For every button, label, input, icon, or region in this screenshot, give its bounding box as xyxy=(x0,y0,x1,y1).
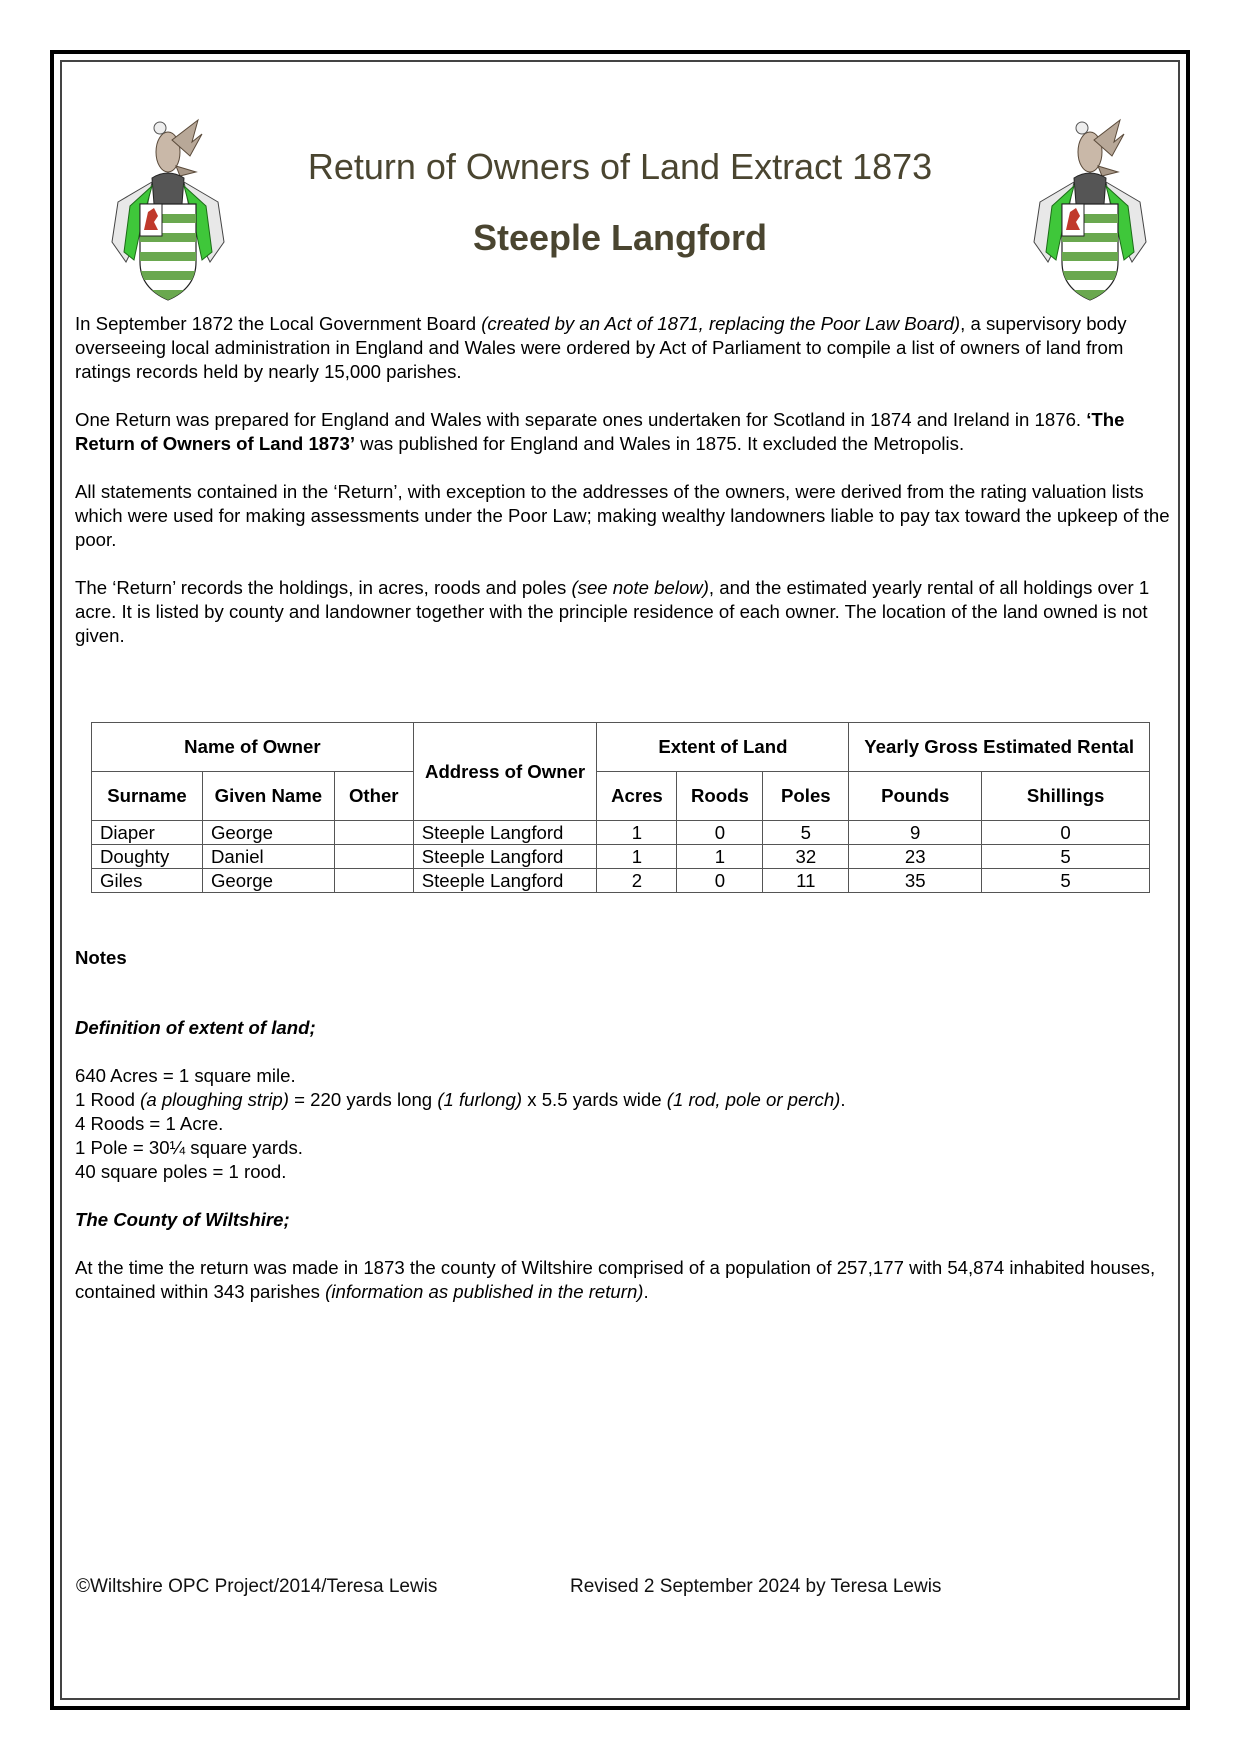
definition-item: 640 Acres = 1 square mile. xyxy=(75,1065,296,1086)
header-shillings: Shillings xyxy=(982,772,1150,821)
cell-poles: 11 xyxy=(763,869,849,893)
definition-item: 4 Roods = 1 Acre. xyxy=(75,1113,224,1134)
italic-span: (1 furlong) xyxy=(437,1089,523,1110)
coat-of-arms-icon xyxy=(106,112,230,302)
intro-text xyxy=(75,312,1175,672)
intro-paragraph-1 xyxy=(75,312,1175,384)
table-row xyxy=(92,821,1150,845)
cell-acres: 1 xyxy=(597,821,677,845)
cell-other xyxy=(334,869,413,893)
cell-surname: Diaper xyxy=(92,821,203,845)
header-surname: Surname xyxy=(92,772,203,821)
cell-shillings: 5 xyxy=(982,845,1150,869)
header-pounds: Pounds xyxy=(849,772,982,821)
cell-given-name: George xyxy=(202,869,334,893)
text-span: = 220 yards long xyxy=(288,1089,438,1110)
text-span: , and the estimated yearly rental of all holdings over 1 acre. It is listed by county and landowner together with the principle residence of each owner. The location of the land owned is not given. xyxy=(75,577,1150,646)
cell-shillings: 5 xyxy=(982,869,1150,893)
notes-heading: Notes xyxy=(75,947,127,968)
cell-acres: 2 xyxy=(597,869,677,893)
definition-item: 40 square poles = 1 rood. xyxy=(75,1161,287,1182)
cell-pounds: 9 xyxy=(849,821,982,845)
county-text xyxy=(75,1256,1175,1304)
text-span: At the time the return was made in 1873 the county of Wiltshire comprised of a population of 257,177 with 54,874 inhabited houses, contained within 343 parishes xyxy=(75,1257,1156,1302)
header-other: Other xyxy=(334,772,413,821)
cell-pounds: 35 xyxy=(849,869,982,893)
header-poles: Poles xyxy=(763,772,849,821)
text-span: x 5.5 yards wide xyxy=(522,1089,667,1110)
cell-address: Steeple Langford xyxy=(413,821,597,845)
page-title: Return of Owners of Land Extract 1873 xyxy=(307,146,933,187)
intro-paragraph-2 xyxy=(75,408,1175,456)
cell-given-name: George xyxy=(202,821,334,845)
definition-item xyxy=(75,1088,846,1112)
coat-of-arms-icon xyxy=(1028,112,1152,302)
header-given-name: Given Name xyxy=(202,772,334,821)
italic-span: (created by an Act of 1871, replacing the Poor Law Board) xyxy=(481,313,961,334)
cell-other xyxy=(334,845,413,869)
text-span: . xyxy=(840,1089,846,1110)
cell-roods: 0 xyxy=(677,869,763,893)
text-span: , a supervisory body overseeing local administration in England and Wales were ordered by Act of Parliament to compile a list of owners of land from ratings records held by nearly 15,000 parishes. xyxy=(75,313,1127,382)
bold-span: ‘The Return of Owners of Land 1873’ xyxy=(75,409,1125,454)
definition-heading: Definition of extent of land; xyxy=(75,1017,316,1038)
footer-revised: Revised 2 September 2024 by Teresa Lewis xyxy=(570,1576,942,1597)
header-extent-of-land: Extent of Land xyxy=(597,723,849,772)
intro-paragraph-4 xyxy=(75,576,1175,648)
text-span: The ‘Return’ records the holdings, in acres, roods and poles xyxy=(75,577,572,598)
cell-roods: 0 xyxy=(677,821,763,845)
definition-list xyxy=(75,1064,846,1184)
cell-pounds: 23 xyxy=(849,845,982,869)
cell-surname: Giles xyxy=(92,869,203,893)
owners-table xyxy=(91,722,1150,893)
cell-poles: 5 xyxy=(763,821,849,845)
cell-address: Steeple Langford xyxy=(413,869,597,893)
cell-other xyxy=(334,821,413,845)
header-yearly-rental: Yearly Gross Estimated Rental xyxy=(849,723,1150,772)
footer-copyright: ©Wiltshire OPC Project/2014/Teresa Lewis xyxy=(76,1576,438,1597)
definition-item: 1 Pole = 30¼ square yards. xyxy=(75,1137,303,1158)
cell-given-name: Daniel xyxy=(202,845,334,869)
text-span: One Return was prepared for England and Wales with separate ones undertaken for Scotland in 1874 and Ireland in 1876. xyxy=(75,409,1087,430)
text-span: was published for England and Wales in 1875. It excluded the Metropolis. xyxy=(355,433,965,454)
table-subheader-row xyxy=(92,772,1150,821)
cell-address: Steeple Langford xyxy=(413,845,597,869)
cell-shillings: 0 xyxy=(982,821,1150,845)
cell-surname: Doughty xyxy=(92,845,203,869)
italic-span: (a ploughing strip) xyxy=(140,1089,289,1110)
italic-span: (see note below) xyxy=(571,577,709,598)
cell-roods: 1 xyxy=(677,845,763,869)
cell-acres: 1 xyxy=(597,845,677,869)
italic-span: (1 rod, pole or perch) xyxy=(666,1089,841,1110)
italic-span: (information as published in the return) xyxy=(325,1281,644,1302)
county-heading: The County of Wiltshire; xyxy=(75,1209,290,1230)
text-span: In September 1872 the Local Government Board xyxy=(75,313,482,334)
page-subtitle: Steeple Langford xyxy=(472,217,768,258)
table-row xyxy=(92,869,1150,893)
header-address-of-owner: Address of Owner xyxy=(413,723,597,821)
header-acres: Acres xyxy=(597,772,677,821)
header-name-of-owner: Name of Owner xyxy=(92,723,414,772)
cell-poles: 32 xyxy=(763,845,849,869)
text-span: . xyxy=(643,1281,649,1302)
table-header-row xyxy=(92,723,1150,772)
text-span: 1 Rood xyxy=(75,1089,141,1110)
header-roods: Roods xyxy=(677,772,763,821)
intro-paragraph-3: All statements contained in the ‘Return’, with exception to the addresses of the owners, were derived from the rating valuation lists which were used for making assessments under the Poor Law; making wealthy landowners liable to pay tax toward the upkeep of the poor. xyxy=(75,481,1170,550)
table-row xyxy=(92,845,1150,869)
